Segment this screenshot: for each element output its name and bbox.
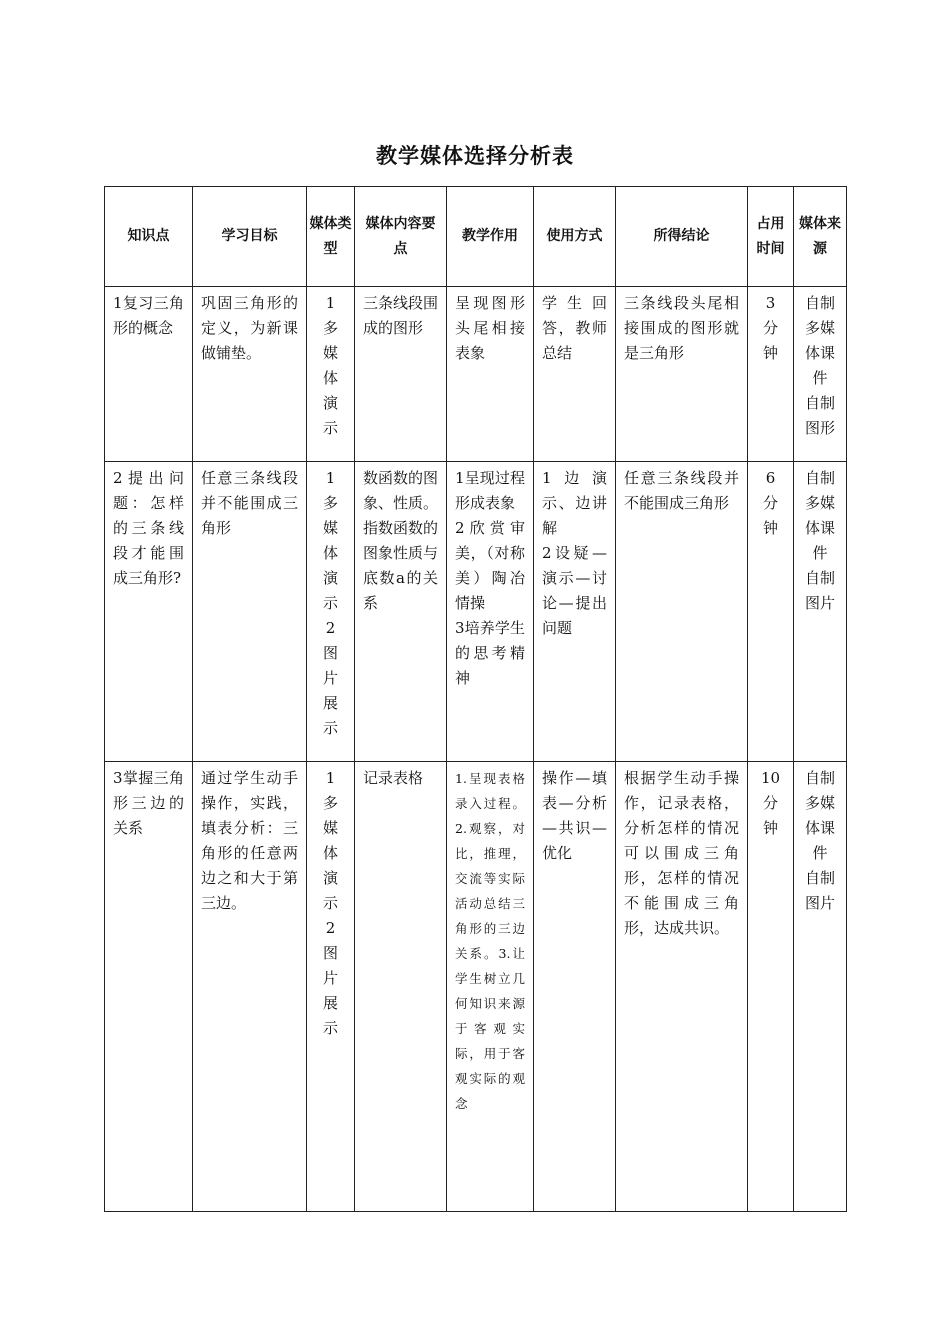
header-conclusion: 所得结论 [616,187,748,287]
cell-role: 呈现图形头尾相接表象 [447,287,534,462]
cell-role: 1呈现过程形成表象 2欣赏审美，（对称美）陶冶情操 3培养学生的思考精神 [447,462,534,762]
cell-time: 3 分 钟 [748,287,794,462]
cell-method: 学生回答，教师总结 [534,287,616,462]
header-role: 教学作用 [447,187,534,287]
cell-role: 1.呈现表格录入过程。2.观察，对比，推理，交流等实际活动总结三角形的三边关系。3.让学生树立几何知识来源于客观实际，用于客观实际的观念 [447,762,534,1212]
cell-knowledge: 2提出问题：怎样的三条线段才能围成三角形? [105,462,193,762]
cell-content: 三条线段围成的图形 [355,287,447,462]
cell-goal: 通过学生动手操作，实践，填表分析：三角形的任意两边之和大于第三边。 [193,762,307,1212]
header-goal: 学习目标 [193,187,307,287]
table-row [105,762,847,1212]
header-method: 使用方式 [534,187,616,287]
cell-media-type: 1 多 媒 体 演 示 [307,287,355,462]
header-content: 媒体内容要点 [355,187,447,287]
header-source: 媒体来源 [794,187,847,287]
cell-content: 数函数的图象、性质。 指数函数的图象性质与底数a的关系 [355,462,447,762]
cell-media-type: 1 多 媒 体 演 示 2 图 片 展 示 [307,462,355,762]
cell-time: 6 分 钟 [748,462,794,762]
cell-conclusion: 三条线段头尾相接围成的图形就是三角形 [616,287,748,462]
cell-source: 自制 多媒 体课 件 自制 图片 [794,462,847,762]
header-knowledge: 知识点 [105,187,193,287]
header-time: 占用时间 [748,187,794,287]
cell-knowledge: 1复习三角形的概念 [105,287,193,462]
cell-conclusion: 任意三条线段并不能围成三角形 [616,462,748,762]
cell-source: 自制 多媒 体课 件 自制 图片 [794,762,847,1212]
cell-goal: 任意三条线段并不能围成三角形 [193,462,307,762]
cell-goal: 巩固三角形的定义，为新课做铺垫。 [193,287,307,462]
cell-source: 自制 多媒 体课 件 自制 图形 [794,287,847,462]
cell-time: 10 分 钟 [748,762,794,1212]
cell-media-type: 1 多 媒 体 演 示 2 图 片 展 示 [307,762,355,1212]
cell-method: 操作—填表—分析—共识—优化 [534,762,616,1212]
cell-knowledge: 3掌握三角形三边的关系 [105,762,193,1212]
table-row [105,287,847,462]
cell-content: 记录表格 [355,762,447,1212]
header-row [105,187,847,287]
cell-method: 1边演示、边讲解 2设疑—演示—讨论—提出问题 [534,462,616,762]
media-analysis-table [104,186,847,1212]
header-media-type: 媒体类型 [307,187,355,287]
table-row [105,462,847,762]
cell-conclusion: 根据学生动手操作，记录表格，分析怎样的情况可以围成三角形，怎样的情况不能围成三角形，达成共识。 [616,762,748,1212]
document-title: 教学媒体选择分析表 [376,144,574,168]
